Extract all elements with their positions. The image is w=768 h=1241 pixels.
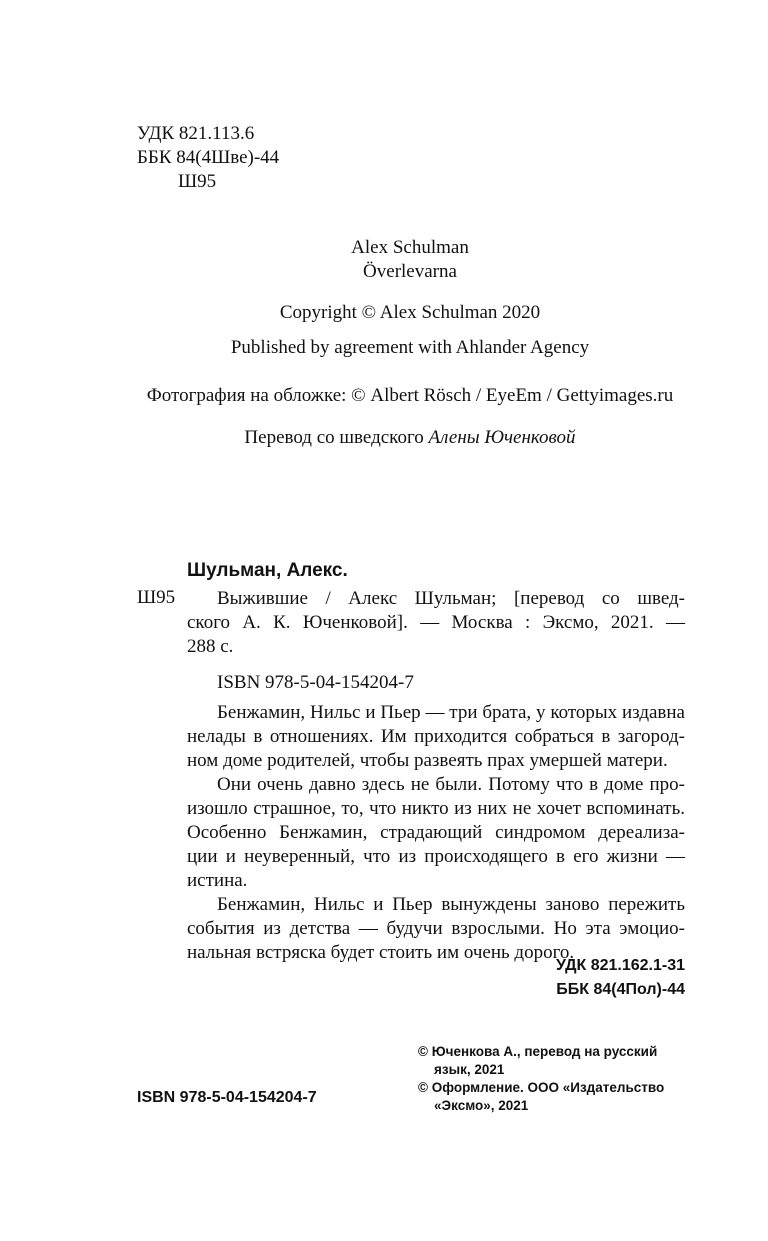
annotation-line: Они очень давно здесь не были. Потому что в доме про- bbox=[217, 774, 685, 795]
catalog-heading: Шульман, Алекс. bbox=[187, 560, 348, 581]
annotation-line: Бенжамин, Нильс и Пьер вынуждены заново пережить bbox=[217, 894, 685, 915]
description-line: Выжившие / Алекс Шульман; [перевод со швед- bbox=[217, 588, 685, 609]
annotation-line: ном доме родителей, чтобы развеять прах умершей матери. bbox=[187, 750, 668, 771]
original-copyright: Copyright © Alex Schulman 2020 bbox=[279, 302, 541, 323]
original-author: Alex Schulman bbox=[351, 237, 469, 258]
publishing-agreement: Published by agreement with Ahlander Agency bbox=[230, 337, 590, 358]
annotation-line: нальная встряска будет стоить им очень дорого. bbox=[187, 942, 575, 963]
translation-prefix: Перевод со шведского bbox=[244, 427, 429, 448]
udk-code: УДК 821.113.6 bbox=[137, 123, 255, 144]
description-line: 288 с. bbox=[187, 636, 234, 657]
cover-photo-credit: Фотография на обложке: © Albert Rösch / EyeEm / Gettyimages.ru bbox=[146, 385, 674, 406]
catalog-description bbox=[187, 587, 685, 659]
copyright-line: © Юченкова А., перевод на русский bbox=[418, 1044, 658, 1059]
translator-name: Алены Юченковой bbox=[428, 427, 576, 448]
annotation bbox=[187, 701, 685, 965]
catalog-author-sign: Ш95 bbox=[137, 587, 176, 608]
footer-copyright bbox=[418, 1043, 685, 1115]
udk-final: УДК 821.162.1-31 bbox=[555, 957, 685, 974]
translation-credit bbox=[0, 427, 768, 449]
footer-isbn: ISBN 978-5-04-154204-7 bbox=[137, 1089, 317, 1106]
annotation-line: истина. bbox=[187, 870, 248, 891]
catalog-isbn: ISBN 978-5-04-154204-7 bbox=[217, 672, 414, 693]
copyright-line: «Эксмо», 2021 bbox=[434, 1098, 529, 1113]
copyright-line: © Оформление. ООО «Издательство bbox=[418, 1080, 665, 1095]
annotation-line: Особенно Бенжамин, страдающий синдромом дереализа- bbox=[187, 822, 685, 843]
description-line: ского А. К. Юченковой]. — Москва : Эксмо, 2021. — bbox=[187, 612, 685, 633]
annotation-line: события из детства — будучи взрослыми. Но эта эмоцио- bbox=[187, 918, 685, 939]
bbk-code: ББК 84(4Шве)-44 bbox=[137, 147, 280, 168]
annotation-line: Бенжамин, Нильс и Пьер — три брата, у которых издавна bbox=[217, 702, 685, 723]
annotation-line: изошло страшное, то, что никто из них не хочет вспоминать. bbox=[187, 798, 685, 819]
original-title: Överlevarna bbox=[363, 261, 457, 282]
annotation-line: нелады в отношениях. Им приходится собраться в загород- bbox=[187, 726, 685, 747]
author-sign: Ш95 bbox=[178, 171, 217, 192]
copyright-line: язык, 2021 bbox=[434, 1062, 505, 1077]
annotation-line: ции и неуверенный, что из происходящего в его жизни — bbox=[187, 846, 685, 867]
bbk-final: ББК 84(4Пол)-44 bbox=[556, 981, 685, 998]
